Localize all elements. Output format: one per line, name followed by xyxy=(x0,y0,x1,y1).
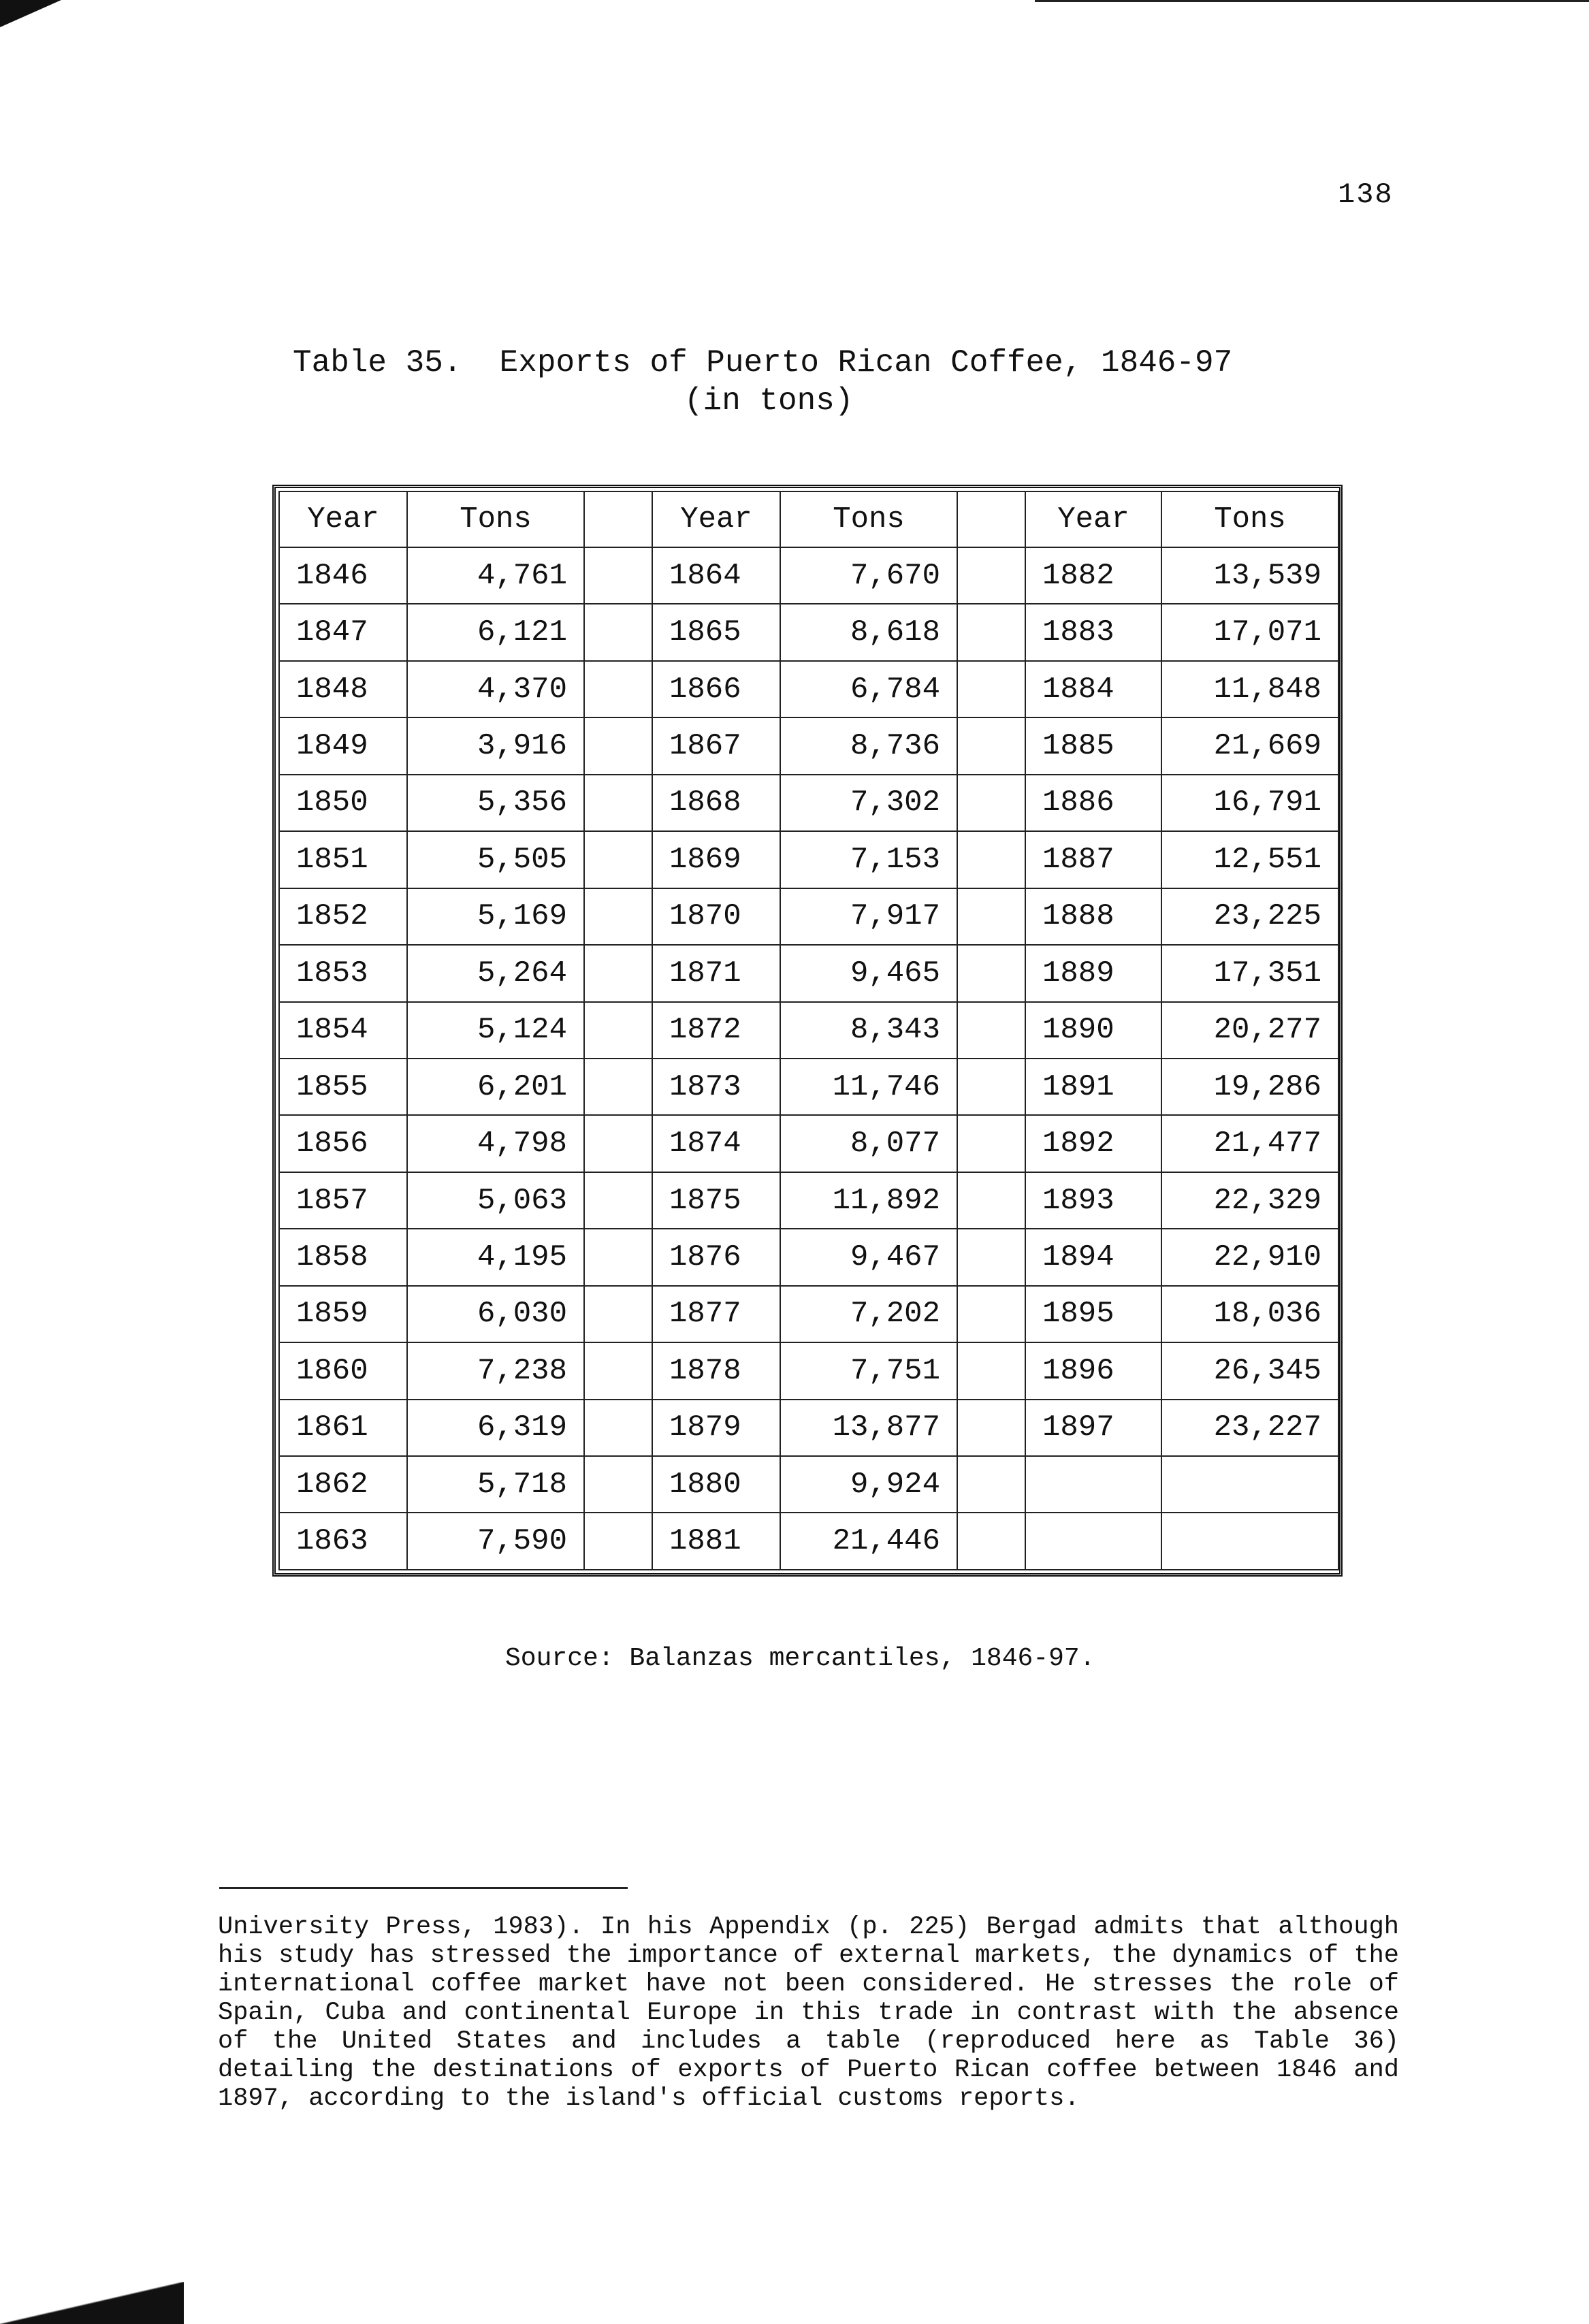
column-spacer xyxy=(584,775,652,831)
column-spacer xyxy=(957,1342,1025,1399)
year-cell: 1895 xyxy=(1025,1286,1161,1342)
tons-cell: 7,917 xyxy=(780,888,957,945)
tons-cell: 21,669 xyxy=(1161,717,1338,774)
year-cell: 1888 xyxy=(1025,888,1161,945)
table-row xyxy=(279,888,1338,945)
column-spacer xyxy=(957,661,1025,717)
table-row xyxy=(279,1229,1338,1285)
year-cell: 1880 xyxy=(652,1456,780,1513)
scan-edge-line-top xyxy=(1035,0,1589,2)
column-spacer xyxy=(957,604,1025,660)
year-cell: 1875 xyxy=(652,1172,780,1229)
year-cell: 1887 xyxy=(1025,831,1161,888)
tons-cell: 21,477 xyxy=(1161,1115,1338,1172)
year-cell: 1848 xyxy=(279,661,407,717)
tons-cell: 17,351 xyxy=(1161,945,1338,1001)
year-cell: 1865 xyxy=(652,604,780,660)
column-spacer xyxy=(957,1513,1025,1570)
table-title xyxy=(293,344,1328,420)
column-spacer xyxy=(957,1456,1025,1513)
tons-cell: 7,670 xyxy=(780,547,957,604)
table-row xyxy=(279,775,1338,831)
year-cell: 1851 xyxy=(279,831,407,888)
year-cell: 1892 xyxy=(1025,1115,1161,1172)
year-cell: 1876 xyxy=(652,1229,780,1285)
column-spacer xyxy=(957,1400,1025,1456)
table-row xyxy=(279,1115,1338,1172)
year-cell: 1847 xyxy=(279,604,407,660)
tons-cell: 9,924 xyxy=(780,1456,957,1513)
tons-cell: 20,277 xyxy=(1161,1002,1338,1059)
table-row xyxy=(279,1059,1338,1115)
table-row xyxy=(279,1286,1338,1342)
tons-cell: 21,446 xyxy=(780,1513,957,1570)
tons-cell: 5,124 xyxy=(407,1002,584,1059)
tons-cell: 7,202 xyxy=(780,1286,957,1342)
year-cell: 1863 xyxy=(279,1513,407,1570)
year-cell: 1874 xyxy=(652,1115,780,1172)
table-row xyxy=(279,1172,1338,1229)
year-cell: 1864 xyxy=(652,547,780,604)
tons-cell: 13,539 xyxy=(1161,547,1338,604)
table-row xyxy=(279,661,1338,717)
tons-cell: 8,343 xyxy=(780,1002,957,1059)
year-cell: 1882 xyxy=(1025,547,1161,604)
year-cell: 1896 xyxy=(1025,1342,1161,1399)
tons-cell: 5,505 xyxy=(407,831,584,888)
year-cell: 1886 xyxy=(1025,775,1161,831)
column-spacer xyxy=(957,1059,1025,1115)
tons-cell: 6,121 xyxy=(407,604,584,660)
year-cell: 1877 xyxy=(652,1286,780,1342)
tons-cell: 7,751 xyxy=(780,1342,957,1399)
column-spacer xyxy=(584,1513,652,1570)
tons-cell: 17,071 xyxy=(1161,604,1338,660)
year-cell: 1883 xyxy=(1025,604,1161,660)
table-header-row xyxy=(279,491,1338,547)
year-cell: 1859 xyxy=(279,1286,407,1342)
tons-cell: 6,319 xyxy=(407,1400,584,1456)
tons-cell: 22,329 xyxy=(1161,1172,1338,1229)
column-spacer xyxy=(584,888,652,945)
year-cell: 1869 xyxy=(652,831,780,888)
tons-cell: 5,169 xyxy=(407,888,584,945)
tons-cell xyxy=(1161,1513,1338,1570)
table-body xyxy=(279,547,1338,1570)
year-cell: 1872 xyxy=(652,1002,780,1059)
column-spacer xyxy=(957,1002,1025,1059)
table-row xyxy=(279,1400,1338,1456)
tons-cell: 6,030 xyxy=(407,1286,584,1342)
year-cell: 1852 xyxy=(279,888,407,945)
year-cell: 1861 xyxy=(279,1400,407,1456)
page-number: 138 xyxy=(1338,178,1394,211)
tons-cell: 5,356 xyxy=(407,775,584,831)
year-cell: 1862 xyxy=(279,1456,407,1513)
header-year-1: Year xyxy=(279,491,407,547)
tons-cell: 23,225 xyxy=(1161,888,1338,945)
exports-table-frame xyxy=(272,485,1343,1577)
year-cell: 1870 xyxy=(652,888,780,945)
footnote-divider xyxy=(219,1887,628,1889)
column-spacer xyxy=(584,1400,652,1456)
year-cell: 1897 xyxy=(1025,1400,1161,1456)
tons-cell: 7,302 xyxy=(780,775,957,831)
tons-cell: 9,467 xyxy=(780,1229,957,1285)
column-spacer xyxy=(584,1286,652,1342)
table-row xyxy=(279,831,1338,888)
table-title-line-2: (in tons) xyxy=(684,383,854,419)
column-spacer xyxy=(957,1286,1025,1342)
column-spacer xyxy=(584,1342,652,1399)
year-cell: 1858 xyxy=(279,1229,407,1285)
tons-cell: 4,370 xyxy=(407,661,584,717)
year-cell: 1891 xyxy=(1025,1059,1161,1115)
year-cell: 1855 xyxy=(279,1059,407,1115)
header-tons-2: Tons xyxy=(780,491,957,547)
tons-cell: 8,077 xyxy=(780,1115,957,1172)
column-spacer xyxy=(957,1115,1025,1172)
tons-cell: 5,063 xyxy=(407,1172,584,1229)
tons-cell: 11,746 xyxy=(780,1059,957,1115)
table-row xyxy=(279,1342,1338,1399)
tons-cell: 5,718 xyxy=(407,1456,584,1513)
tons-cell: 4,798 xyxy=(407,1115,584,1172)
header-year-3: Year xyxy=(1025,491,1161,547)
year-cell: 1867 xyxy=(652,717,780,774)
tons-cell: 23,227 xyxy=(1161,1400,1338,1456)
year-cell: 1890 xyxy=(1025,1002,1161,1059)
tons-cell: 8,736 xyxy=(780,717,957,774)
table-row xyxy=(279,945,1338,1001)
table-row xyxy=(279,1002,1338,1059)
year-cell: 1866 xyxy=(652,661,780,717)
header-tons-3: Tons xyxy=(1161,491,1338,547)
column-spacer xyxy=(957,945,1025,1001)
tons-cell: 6,784 xyxy=(780,661,957,717)
scan-edge-mark-bottom xyxy=(0,2282,184,2324)
table-row xyxy=(279,547,1338,604)
tons-cell: 3,916 xyxy=(407,717,584,774)
column-spacer xyxy=(584,1456,652,1513)
year-cell: 1854 xyxy=(279,1002,407,1059)
year-cell: 1878 xyxy=(652,1342,780,1399)
table-row xyxy=(279,717,1338,774)
tons-cell: 19,286 xyxy=(1161,1059,1338,1115)
tons-cell: 7,153 xyxy=(780,831,957,888)
tons-cell: 11,892 xyxy=(780,1172,957,1229)
table-title-line-1: Table 35. Exports of Puerto Rican Coffee, 1846-97 xyxy=(293,345,1233,381)
tons-cell: 7,590 xyxy=(407,1513,584,1570)
year-cell: 1884 xyxy=(1025,661,1161,717)
tons-cell: 26,345 xyxy=(1161,1342,1338,1399)
tons-cell: 11,848 xyxy=(1161,661,1338,717)
column-spacer xyxy=(584,1002,652,1059)
year-cell: 1893 xyxy=(1025,1172,1161,1229)
tons-cell: 6,201 xyxy=(407,1059,584,1115)
column-spacer xyxy=(957,547,1025,604)
footnote-text: University Press, 1983). In his Appendix (p. 225) Bergad admits that although his study has stressed the importance of external markets, the dynamics of the international coffee market have not been considered. He stresses the role of Spain, Cuba and continental Europe in this trade in contrast with the absence of the United States and includes a table (reproduced here as Table 36) detailing the destinations of exports of Puerto Rican coffee between 1846 and 1897, according to the island's official customs reports. xyxy=(218,1913,1399,2113)
tons-cell: 5,264 xyxy=(407,945,584,1001)
column-spacer xyxy=(584,1229,652,1285)
header-year-2: Year xyxy=(652,491,780,547)
year-cell xyxy=(1025,1513,1161,1570)
column-spacer xyxy=(957,717,1025,774)
column-spacer xyxy=(584,831,652,888)
column-spacer xyxy=(584,547,652,604)
source-note: Source: Balanzas mercantiles, 1846-97. xyxy=(505,1644,1095,1673)
column-spacer xyxy=(957,1229,1025,1285)
column-spacer xyxy=(957,831,1025,888)
tons-cell: 16,791 xyxy=(1161,775,1338,831)
tons-cell: 12,551 xyxy=(1161,831,1338,888)
year-cell: 1857 xyxy=(279,1172,407,1229)
tons-cell: 8,618 xyxy=(780,604,957,660)
year-cell: 1879 xyxy=(652,1400,780,1456)
column-spacer xyxy=(957,491,1025,547)
column-spacer xyxy=(584,717,652,774)
table-row xyxy=(279,1513,1338,1570)
year-cell: 1871 xyxy=(652,945,780,1001)
header-tons-1: Tons xyxy=(407,491,584,547)
tons-cell xyxy=(1161,1456,1338,1513)
year-cell: 1885 xyxy=(1025,717,1161,774)
year-cell: 1894 xyxy=(1025,1229,1161,1285)
tons-cell: 9,465 xyxy=(780,945,957,1001)
exports-table xyxy=(278,491,1339,1570)
tons-cell: 7,238 xyxy=(407,1342,584,1399)
tons-cell: 22,910 xyxy=(1161,1229,1338,1285)
column-spacer xyxy=(584,491,652,547)
year-cell: 1881 xyxy=(652,1513,780,1570)
year-cell xyxy=(1025,1456,1161,1513)
year-cell: 1850 xyxy=(279,775,407,831)
tons-cell: 18,036 xyxy=(1161,1286,1338,1342)
tons-cell: 13,877 xyxy=(780,1400,957,1456)
year-cell: 1873 xyxy=(652,1059,780,1115)
year-cell: 1868 xyxy=(652,775,780,831)
year-cell: 1860 xyxy=(279,1342,407,1399)
column-spacer xyxy=(584,604,652,660)
year-cell: 1849 xyxy=(279,717,407,774)
year-cell: 1856 xyxy=(279,1115,407,1172)
column-spacer xyxy=(584,1059,652,1115)
tons-cell: 4,195 xyxy=(407,1229,584,1285)
column-spacer xyxy=(584,1172,652,1229)
scan-edge-mark-top xyxy=(0,0,61,27)
table-row xyxy=(279,604,1338,660)
column-spacer xyxy=(957,1172,1025,1229)
column-spacer xyxy=(957,888,1025,945)
table-row xyxy=(279,1456,1338,1513)
year-cell: 1853 xyxy=(279,945,407,1001)
column-spacer xyxy=(584,1115,652,1172)
year-cell: 1846 xyxy=(279,547,407,604)
tons-cell: 4,761 xyxy=(407,547,584,604)
column-spacer xyxy=(957,775,1025,831)
column-spacer xyxy=(584,661,652,717)
column-spacer xyxy=(584,945,652,1001)
year-cell: 1889 xyxy=(1025,945,1161,1001)
